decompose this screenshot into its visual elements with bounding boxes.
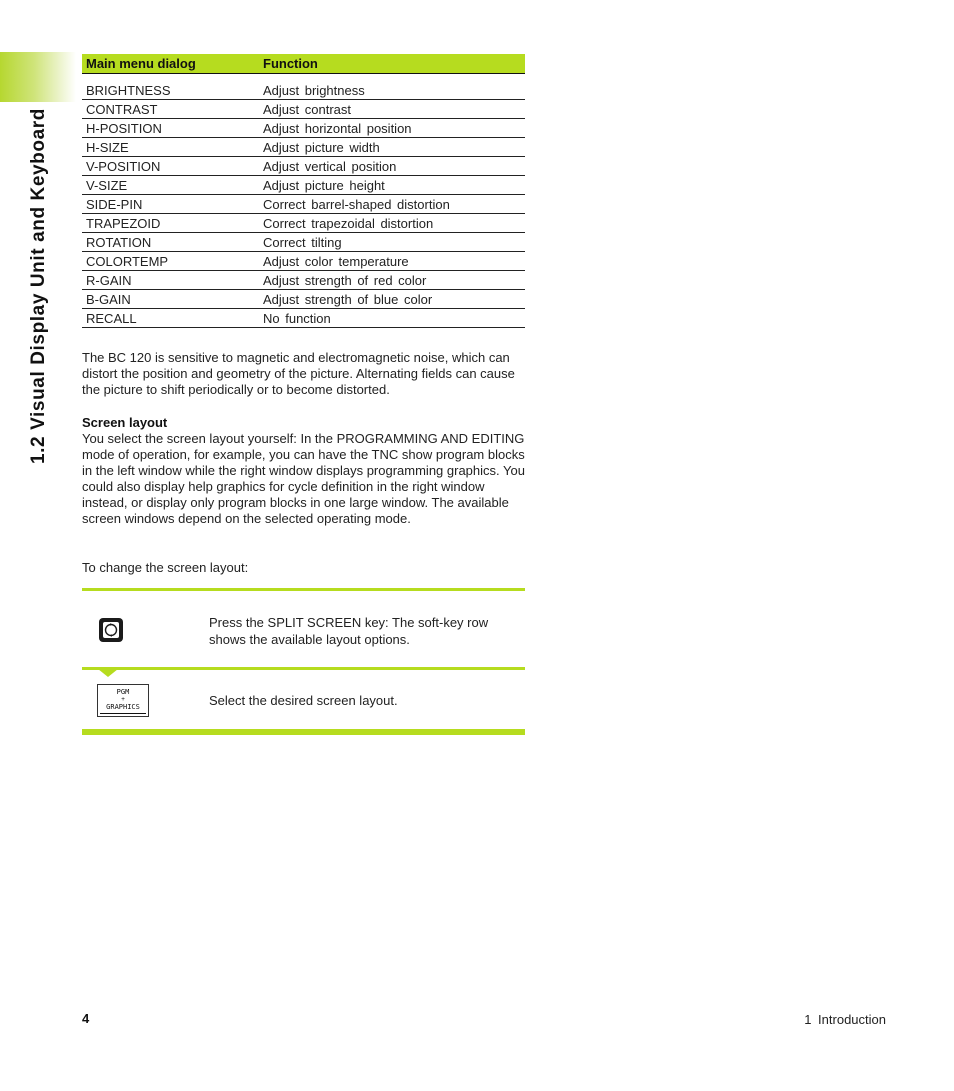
function-cell: Adjust strength of red color [263,273,427,288]
instruction-steps [82,588,525,735]
dialog-name-cell: SIDE-PIN [86,197,143,212]
table-row [82,271,525,290]
function-cell: Adjust brightness [263,83,365,98]
step-divider-bottom [82,729,525,735]
table-row [82,176,525,195]
chapter-tab-marker [0,52,76,102]
dialog-name-cell: COLORTEMP [86,254,169,269]
side-title-text: 1.2 Visual Display Unit and Keyboard [28,108,49,464]
softkey-line-1: PGM [116,688,130,696]
change-layout-intro: To change the screen layout: [82,560,249,575]
dialog-name-cell: R-GAIN [86,273,132,288]
table-row [82,309,525,328]
pgm-graphics-softkey-icon [97,684,149,717]
screen-layout-heading: Screen layout [82,415,168,430]
table-header [82,54,525,74]
table-row [82,214,525,233]
function-cell: No function [263,311,331,326]
page-number: 4 [82,1011,90,1026]
function-cell: Correct tilting [263,235,342,250]
dialog-name-cell: RECALL [86,311,137,326]
softkey-line-2: + [121,696,125,703]
dialog-name-cell: V-POSITION [86,159,161,174]
table-body [82,81,525,328]
step-select-layout [82,670,525,729]
dialog-name-cell: CONTRAST [86,102,158,117]
screen-layout-paragraph: You select the screen layout yourself: In the PROGRAMMING AND EDITING mode of operation, for example, you can have the TNC show program blocks in the left window while the right window displays programming graphics. You could also display help graphics for cycle definition in the right window instead, or display only program blocks in one large window. The available screen windows depend on the selected operating mode. [82,431,525,526]
table-row [82,157,525,176]
table-row [82,100,525,119]
dialog-name-cell: H-POSITION [86,121,162,136]
function-cell: Adjust strength of blue color [263,292,433,307]
dialog-name-cell: V-SIZE [86,178,128,193]
step-arrow-marker [98,669,118,677]
function-cell: Adjust picture width [263,140,380,155]
table-row [82,290,525,309]
step1-text: Press the SPLIT SCREEN key: The soft-key row shows the available layout options. [209,615,489,647]
header-main-menu-dialog: Main menu dialog [86,56,196,71]
softkey-line-3: GRAPHICS [106,703,140,711]
dialog-name-cell: H-SIZE [86,140,129,155]
noise-paragraph: The BC 120 is sensitive to magnetic and electromagnetic noise, which can distort the position and geometry of the picture. Alternating fields can cause the picture to shift periodically or to become distorted. [82,350,515,397]
dialog-name-cell: TRAPEZOID [86,216,161,231]
function-cell: Adjust contrast [263,102,351,117]
function-cell: Adjust picture height [263,178,385,193]
step-split-screen [82,591,525,667]
table-row [82,138,525,157]
split-screen-key-icon [99,618,123,642]
table-row [82,233,525,252]
chapter-label: 1 Introduction [804,1012,886,1027]
header-function: Function [263,56,318,71]
table-row [82,81,525,100]
table-row [82,252,525,271]
function-cell: Adjust vertical position [263,159,397,174]
step2-text: Select the desired screen layout. [209,693,398,708]
dialog-name-cell: ROTATION [86,235,152,250]
dialog-name-cell: BRIGHTNESS [86,83,171,98]
function-cell: Adjust horizontal position [263,121,412,136]
function-cell: Correct trapezoidal distortion [263,216,434,231]
dialog-name-cell: B-GAIN [86,292,131,307]
function-cell: Correct barrel-shaped distortion [263,197,450,212]
table-row [82,195,525,214]
menu-dialog-table [82,54,525,328]
table-row [82,119,525,138]
function-cell: Adjust color temperature [263,254,409,269]
